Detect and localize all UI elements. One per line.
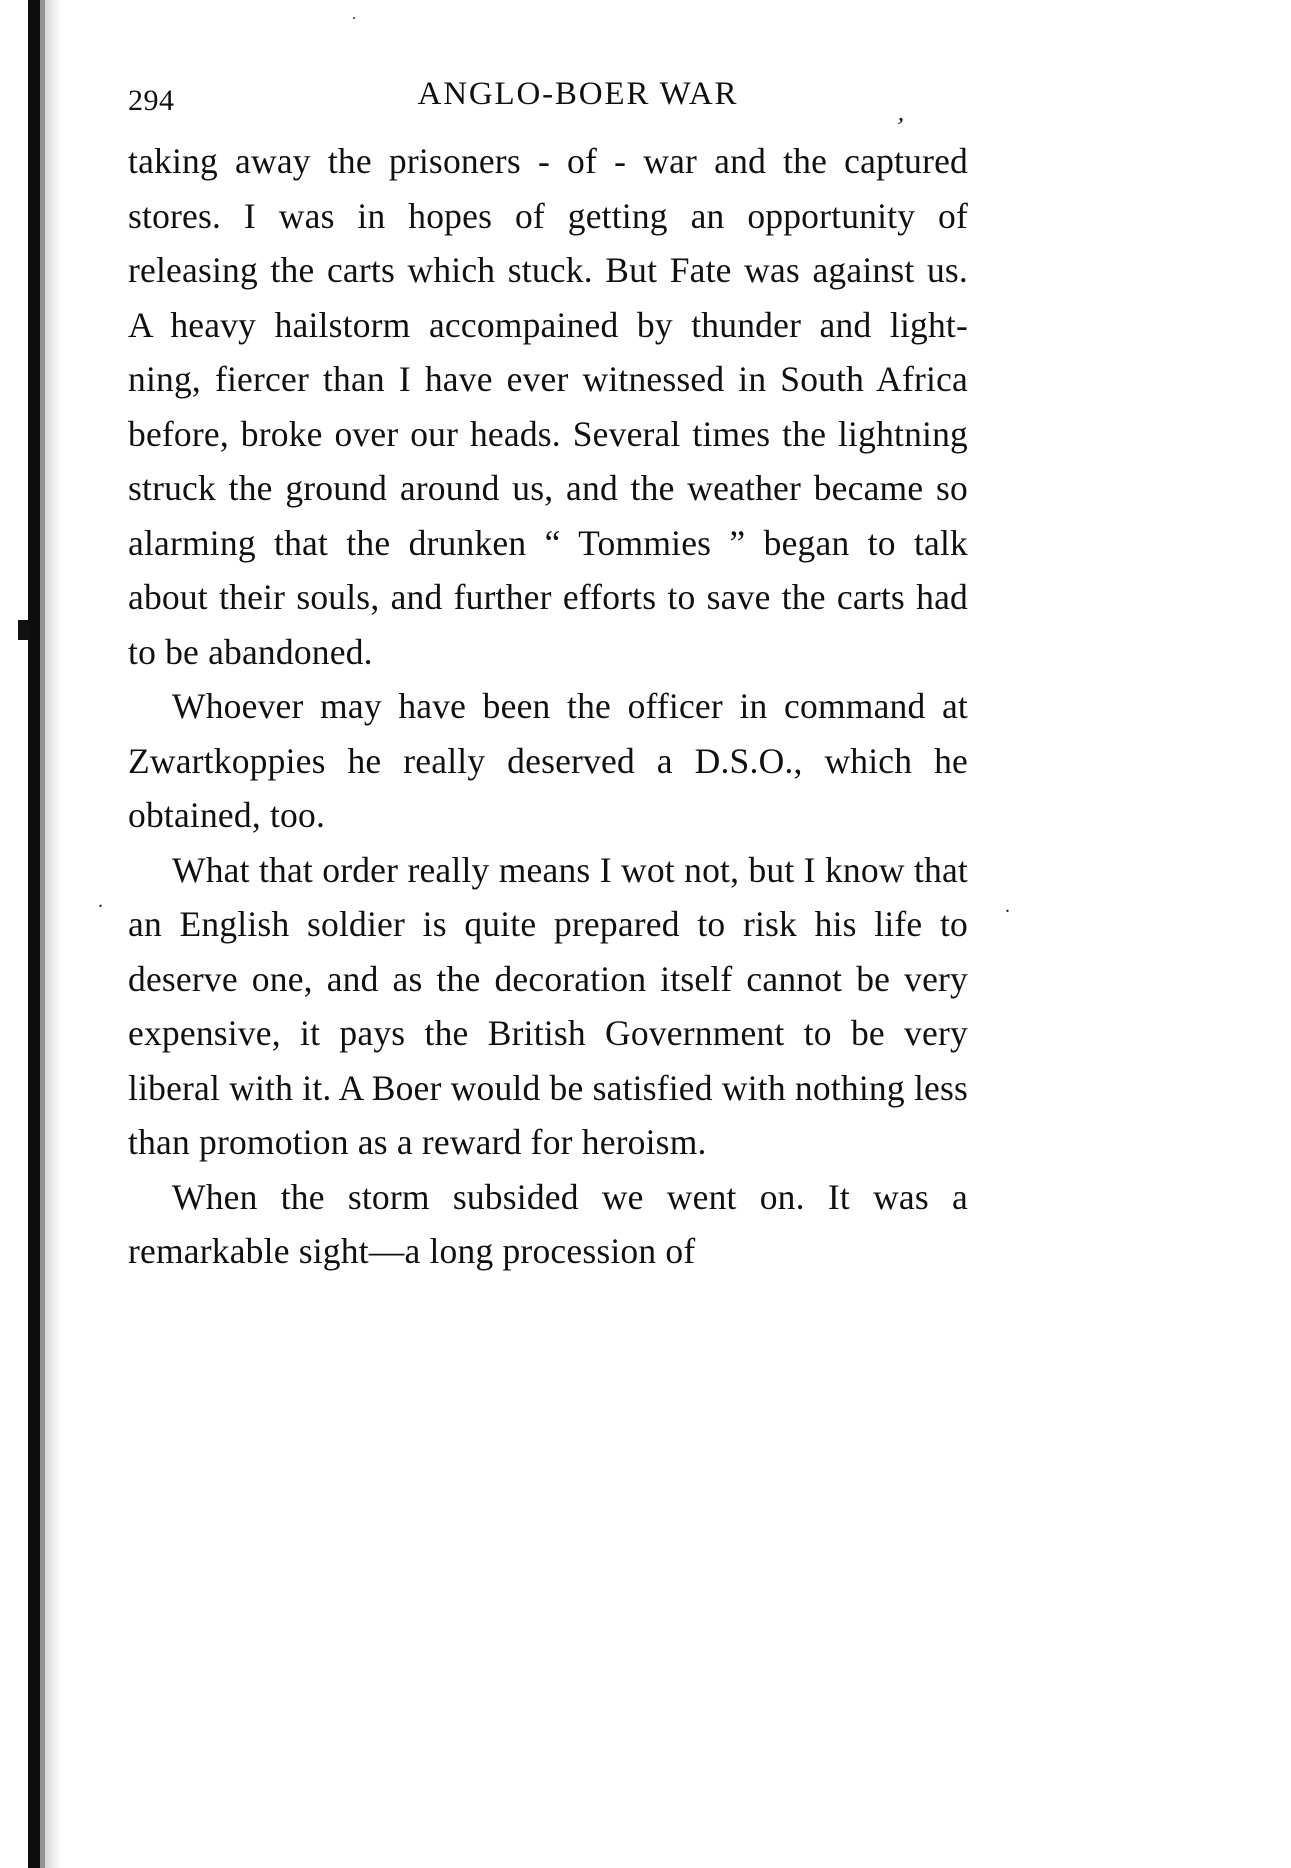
page-number: 294	[128, 84, 175, 117]
gutter-fade	[45, 0, 61, 1868]
body-paragraph: When the storm subsided we went on. It was a remarkable sight—a long procession of	[128, 1176, 968, 1271]
page-content	[128, 72, 968, 1279]
body-paragraph: What that order really means I wot not, but I know that an English soldier is quite prepared to risk his life to deserve one, and as the decoration itself cannot be very expensive, it pays the British Government to be very liberal with it. A Boer would be satisfied with nothing less than promotion as a reward for heroism.	[128, 849, 968, 1162]
gutter-dark-bar	[28, 0, 40, 1868]
stray-ink-mark: ’	[892, 111, 907, 142]
page-header	[128, 72, 968, 134]
stray-ink-speck: .	[352, 6, 356, 23]
running-head: ANGLO-BOER WAR	[417, 76, 739, 112]
body-paragraph: taking away the prisoners - of - war and the captured stores. I was in hopes of getting an opportunity of releasing the carts which stuck. But Fate was against us. A heavy hailstorm accompained by thunder and light-ning, fiercer than I have ever witnessed in South Africa before, broke over our heads. Several times the lightning struck the ground around us, and the weather became so alarming that the drunken “ Tommies ” began to talk about their souls, and further efforts to save the carts had to be abandoned.	[128, 141, 968, 672]
gutter-nick	[18, 620, 29, 640]
stray-ink-speck: .	[98, 890, 103, 912]
stray-ink-speck: .	[1005, 895, 1010, 917]
body-paragraph: Whoever may have been the officer in command at Zwartkoppies he really deserved a D.S.O., which he obtained, too.	[128, 686, 968, 835]
